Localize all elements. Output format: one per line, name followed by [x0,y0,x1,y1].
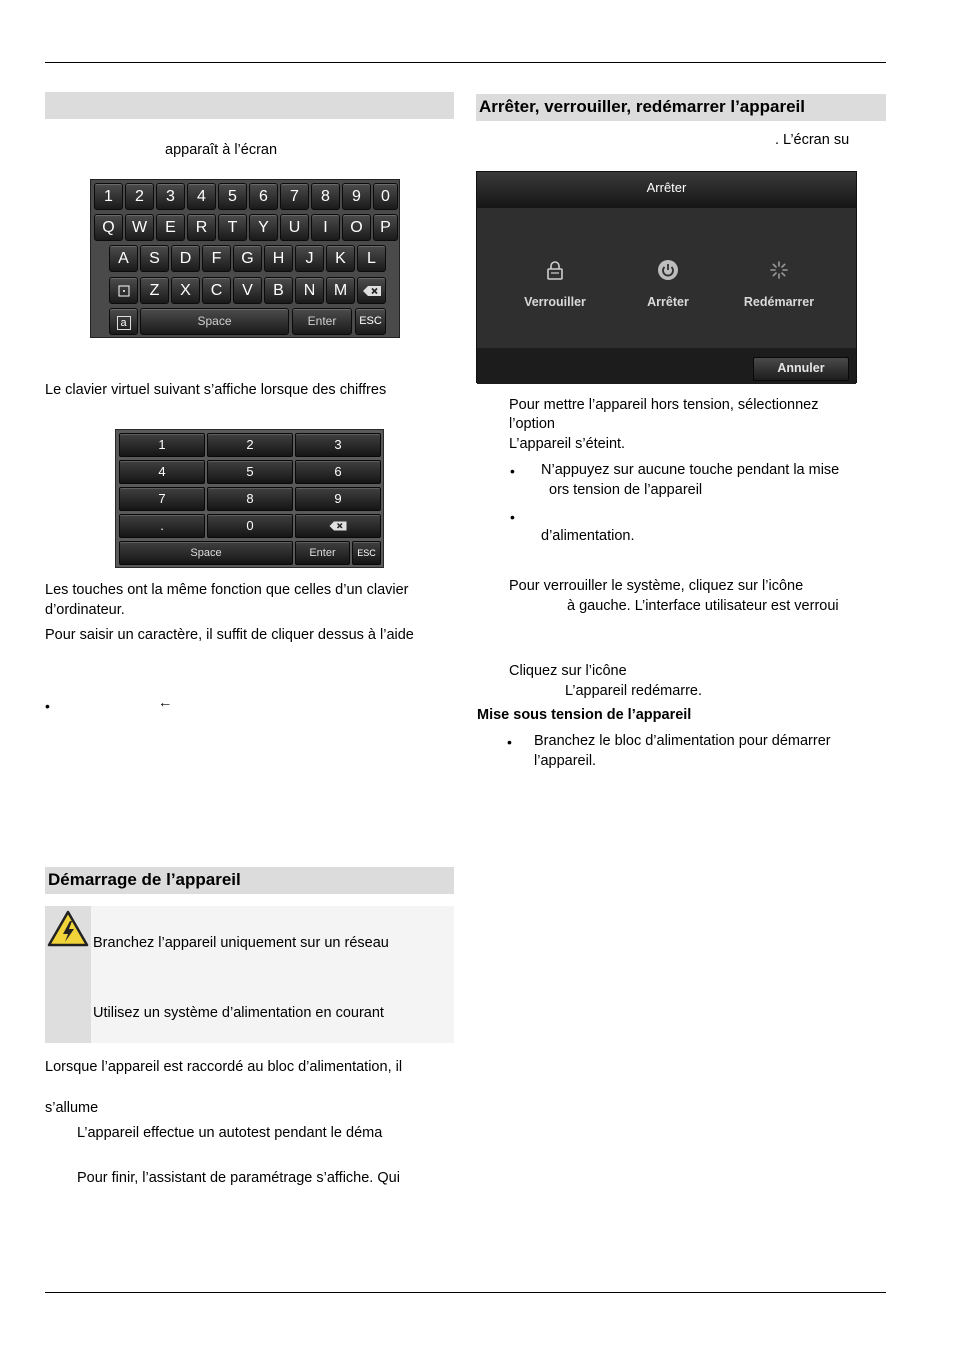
enter-key[interactable]: Enter [292,308,352,335]
selftest-text: L’appareil effectue un autotest pendant le déma [77,1125,383,1141]
key[interactable]: S [140,245,169,272]
cancel-button[interactable]: Annuler [753,357,849,381]
warning-line1: Branchez l’appareil uniquement sur un réseau [93,935,389,951]
key[interactable]: N [295,277,324,304]
numeric-keypad [115,429,384,568]
key[interactable]: I [311,214,340,241]
arrow-icon: ← [158,695,173,711]
top-rule [45,62,886,63]
power-icon [657,259,679,281]
key[interactable]: 9 [342,183,371,210]
bullet: • [507,734,512,750]
key[interactable]: L [357,245,386,272]
startup-heading: Démarrage de l’appareil [45,867,454,894]
lock-label[interactable]: Verrouiller [524,295,586,309]
poweron-line1: Branchez le bloc d’alimentation pour démarrer [534,733,831,749]
key[interactable]: 0 [373,183,398,210]
backspace-icon [362,285,382,297]
text-appears: apparaît à l’écran [165,142,278,158]
bullet: • [45,698,50,714]
section-heading-blank [45,92,454,119]
key[interactable]: K [326,245,355,272]
key[interactable]: E [156,214,185,241]
dialog-body [477,208,856,348]
space-key[interactable]: Space [140,308,289,335]
restart-spinner-icon [769,260,789,280]
key[interactable]: F [202,245,231,272]
num-key[interactable]: 9 [295,487,381,511]
virtual-keyboard [90,179,400,338]
key[interactable]: Z [140,277,169,304]
bullet1-line1: N’appuyez sur aucune touche pendant la mise [541,462,840,478]
assistant-text: Pour finir, l’assistant de paramétrage s’affiche. Qui [77,1170,400,1186]
shutdown-label[interactable]: Arrêter [647,295,689,309]
lock-line2: à gauche. L’interface utilisateur est verroui [567,598,839,614]
num-key[interactable]: 2 [207,433,293,457]
warning-line2: Utilisez un système d’alimentation en courant [93,1005,384,1021]
lock-option[interactable] [545,260,565,285]
bullet2-line2: d’alimentation. [541,528,635,544]
num-key[interactable]: 8 [207,487,293,511]
restart-label[interactable]: Redémarrer [743,295,815,309]
backspace-key[interactable] [295,514,381,538]
language-key-label: a [117,316,131,330]
key[interactable]: 5 [218,183,247,210]
key[interactable]: 1 [94,183,123,210]
restart-line2: L’appareil redémarre. [565,683,703,699]
esc-key[interactable]: ESC [355,308,386,335]
restart-option[interactable] [769,260,789,285]
lock-line1: Pour verrouiller le système, cliquez sur l’icône [509,578,804,594]
key[interactable]: V [233,277,262,304]
high-voltage-warning-icon [46,909,90,949]
key[interactable]: 6 [249,183,278,210]
lock-icon [545,260,565,280]
shift-icon [118,285,130,297]
num-key[interactable]: 1 [119,433,205,457]
key[interactable]: H [264,245,293,272]
dot-key[interactable]: . [119,514,205,538]
warning-strip [45,906,91,1043]
bottom-rule [45,1292,886,1293]
dialog-title: Arrêter [477,172,856,209]
num-key[interactable]: 4 [119,460,205,484]
language-key[interactable] [109,308,138,335]
dialog-footer [477,348,856,384]
key[interactable]: 7 [280,183,309,210]
num-key[interactable]: 7 [119,487,205,511]
key[interactable]: M [326,277,355,304]
num-key[interactable]: 5 [207,460,293,484]
key[interactable]: T [218,214,247,241]
esc-key[interactable]: ESC [352,541,381,565]
enter-char-text: Pour saisir un caractère, il suffit de cliquer dessus à l’aide [45,627,414,643]
power-line2: s’allume [45,1100,99,1116]
key[interactable]: Y [249,214,278,241]
shift-key[interactable] [109,277,138,304]
key[interactable]: J [295,245,324,272]
numpad-intro: Le clavier virtuel suivant s’affiche lorsque des chiffres [45,382,387,398]
shutdown-heading: Arrêter, verrouiller, redémarrer l’appareil [476,94,886,121]
warning-box [45,906,454,1043]
key[interactable]: A [109,245,138,272]
keys-function-line1: Les touches ont la même fonction que celles d’un clavier [45,582,409,598]
backspace-icon [329,521,347,531]
shutdown-dialog [476,171,857,383]
num-key[interactable]: 6 [295,460,381,484]
key[interactable]: 8 [311,183,340,210]
key[interactable]: B [264,277,293,304]
off-line3: L’appareil s’éteint. [509,436,626,452]
restart-line1: Cliquez sur l’icône [509,663,627,679]
key[interactable]: W [125,214,154,241]
power-option[interactable] [657,259,679,286]
key[interactable]: Q [94,214,123,241]
off-line2: l’option [509,416,555,432]
backspace-key[interactable] [357,277,386,304]
poweron-line2: l’appareil. [534,753,597,769]
key[interactable]: X [171,277,200,304]
key[interactable]: D [171,245,200,272]
screen-text: . L’écran su [775,132,850,148]
keys-function-line2: d’ordinateur. [45,602,125,618]
space-key[interactable]: Space [119,541,293,565]
key[interactable]: P [373,214,398,241]
key[interactable]: R [187,214,216,241]
power-line1: Lorsque l’appareil est raccordé au bloc d’alimentation, il [45,1059,403,1075]
num-key[interactable]: 3 [295,433,381,457]
key[interactable]: 3 [156,183,185,210]
bullet1-line2: ors tension de l’appareil [549,482,703,498]
zero-key[interactable]: 0 [207,514,293,538]
key[interactable]: 4 [187,183,216,210]
key[interactable]: 2 [125,183,154,210]
key[interactable]: O [342,214,371,241]
poweron-heading: Mise sous tension de l’appareil [477,707,692,723]
key[interactable]: G [233,245,262,272]
off-line1: Pour mettre l’appareil hors tension, sélectionnez [509,397,819,413]
enter-key[interactable]: Enter [295,541,350,565]
key[interactable]: C [202,277,231,304]
key[interactable]: U [280,214,309,241]
bullet: • [510,509,515,525]
bullet: • [510,463,515,479]
